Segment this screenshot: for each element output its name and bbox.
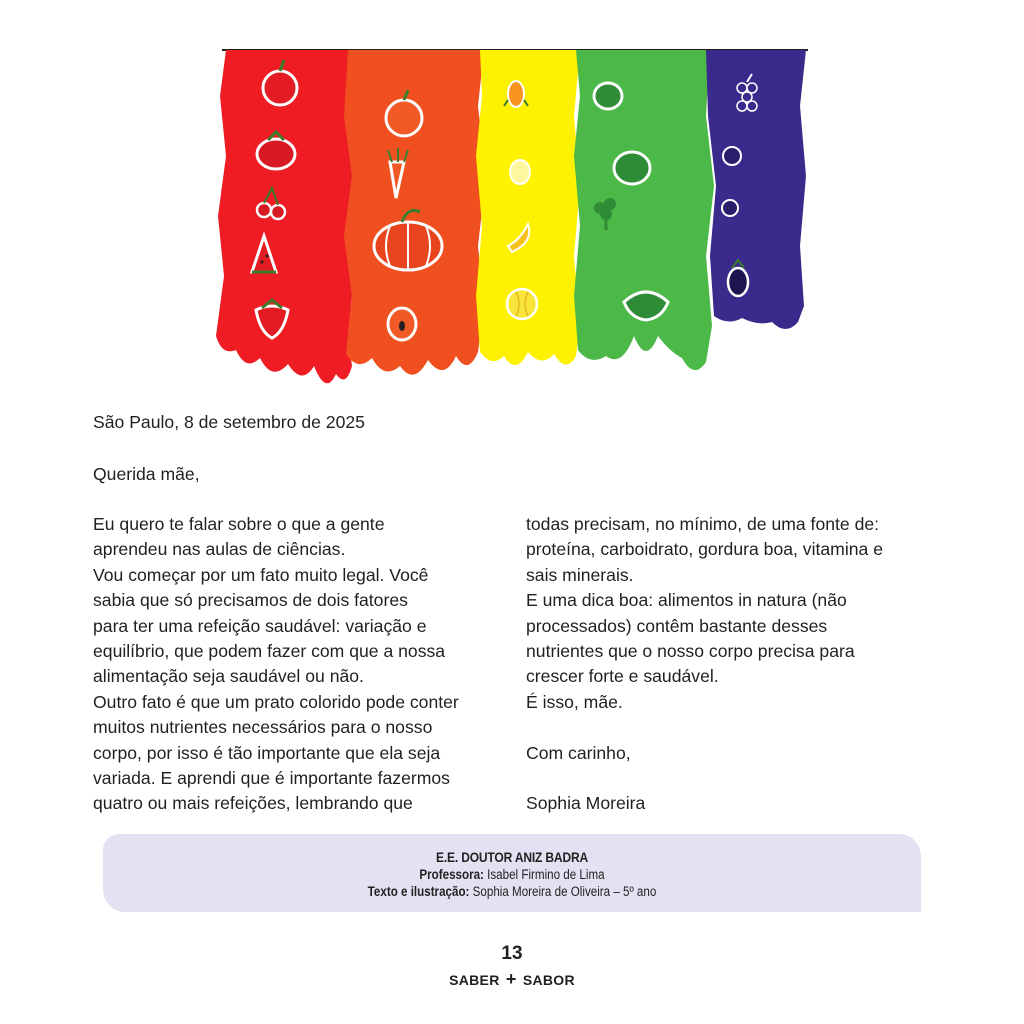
letter-greeting: Querida mãe, — [93, 464, 200, 484]
letter-line: Eu quero te falar sobre o que a gente — [93, 514, 385, 534]
school-name: E.E. DOUTOR ANIZ BADRA — [435, 849, 589, 865]
letter-line: Outro fato é que um prato colorido pode conter — [93, 691, 459, 712]
rainbow-food-illustration — [176, 36, 844, 408]
letter-line: quatro ou mais refeições, lembrando que — [93, 793, 413, 814]
spacer — [526, 715, 946, 740]
berry-icon — [722, 200, 738, 216]
letter-line: sabia que só precisamos de dois fatores — [93, 590, 408, 611]
letter-line: crescer forte e saudável. — [526, 666, 719, 687]
spacer — [526, 766, 946, 791]
letter-body-left-column — [93, 512, 513, 817]
letter-line: processados) contêm bastante desses — [526, 615, 828, 636]
credits-box — [103, 834, 921, 912]
magazine-name-left: SABER — [449, 972, 500, 988]
author-label: Texto e ilustração: — [367, 884, 470, 899]
letter-place-date: São Paulo, 8 de setembro de 2025 — [93, 412, 365, 432]
letter-signature: Sophia Moreira — [526, 793, 646, 814]
letter-line: Vou começar por um fato muito legal. Você — [93, 564, 429, 585]
letter-line: proteína, carboidrato, gordura boa, vitamina e — [526, 539, 883, 560]
letter-closing: Com carinho, — [526, 742, 631, 763]
plus-icon: + — [505, 969, 517, 989]
letter-line: equilíbrio, que podem fazer com que a nossa — [93, 641, 446, 662]
teacher-label: Professora: — [419, 867, 484, 882]
letter-line: muitos nutrientes necessários para o nosso — [93, 717, 433, 738]
lime-icon — [594, 83, 622, 109]
melon-icon — [507, 289, 537, 319]
letter-line: nutrientes que o nosso corpo precisa para — [526, 641, 855, 662]
page-number: 13 — [501, 943, 523, 964]
letter-line: sais minerais. — [526, 564, 634, 585]
letter-line: todas precisam, no mínimo, de uma fonte de: — [526, 514, 880, 534]
plum-icon — [723, 147, 741, 165]
cabbage-icon — [614, 152, 650, 184]
lemon-icon — [510, 160, 530, 184]
letter-body-right-column — [526, 512, 946, 817]
letter-line: corpo, por isso é tão importante que ela seja — [93, 742, 441, 763]
letter-line: É isso, mãe. — [526, 691, 623, 712]
teacher-name: Isabel Firmino de Lima — [487, 867, 605, 882]
teacher-credit — [160, 867, 863, 882]
letter-line: E uma dica boa: alimentos in natura (não — [526, 590, 847, 611]
letter-line: variada. E aprendi que é importante fazermos — [93, 768, 450, 789]
magazine-name — [0, 969, 1024, 990]
magazine-name-right: SABOR — [522, 972, 575, 988]
letter-line: para ter uma refeição saudável: variação e — [93, 615, 427, 636]
author-name: Sophia Moreira de Oliveira – 5º ano — [472, 884, 657, 899]
papaya-icon — [388, 308, 416, 340]
letter-line: aprendeu nas aulas de ciências. — [93, 539, 346, 560]
author-credit — [160, 884, 863, 899]
letter-line: alimentação seja saudável ou não. — [93, 666, 364, 687]
